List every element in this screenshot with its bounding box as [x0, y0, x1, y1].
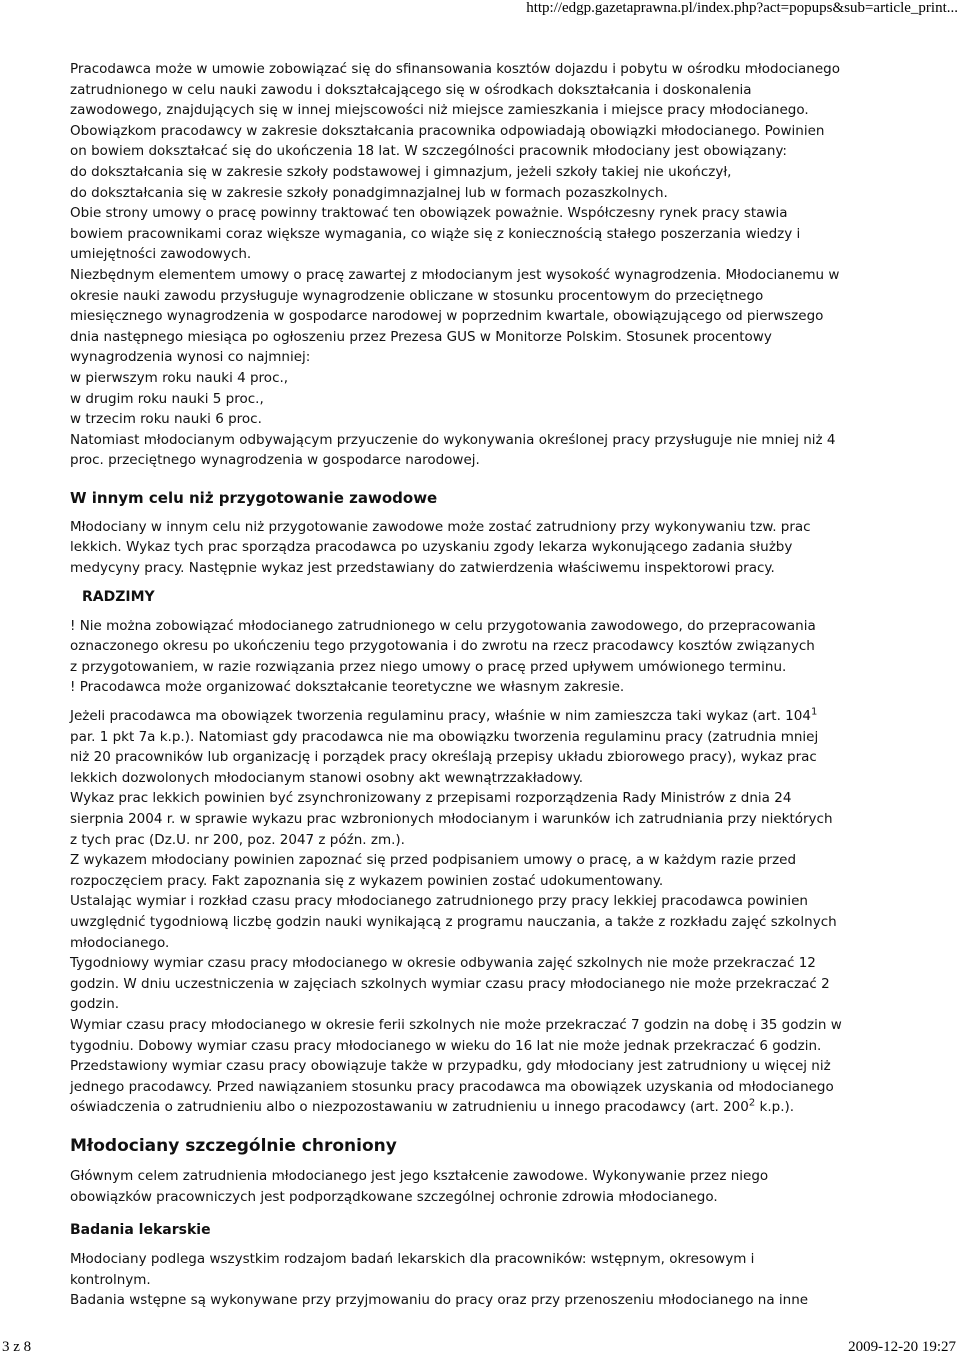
- text-line: w drugim roku nauki 5 proc.,: [70, 390, 264, 407]
- text-line: Głównym celem zatrudnienia młodocianego jest jego kształcenie zawodowe. Wykonywanie przez niego: [70, 1167, 769, 1184]
- text-line: Młodociany w innym celu niż przygotowanie zawodowe może zostać zatrudniony przy wykonywaniu tzw. prac: [70, 518, 811, 535]
- text-line: Ustalając wymiar i rozkład czasu pracy młodocianego zatrudnionego przy pracy lekkiej pracodawca powinien: [70, 893, 808, 910]
- text-line: Pracodawca może w umowie zobowiązać się do sfinansowania kosztów dojazdu i pobytu w ośrodku młodocianego: [70, 61, 840, 77]
- print-datetime: 2009-12-20 19:27: [848, 1339, 956, 1355]
- text-line: z przygotowaniem, w razie rozwiązania przez niego umowy o pracę przed upływem umówionego terminu.: [70, 658, 787, 675]
- text-line: do dokształcania się w zakresie szkoły podstawowej i gimnazjum, jeżeli szkoły takiej nie ukończył,: [70, 163, 732, 180]
- text-line: [70, 1097, 910, 1118]
- section-heading-other-purpose: W innym celu niż przygotowanie zawodowe: [70, 488, 438, 507]
- text-line: kontrolnym.: [70, 1271, 151, 1288]
- text-line: ! Nie można zobowiązać młodocianego zatrudnionego w celu przygotowania zawodowego, do przepracowania: [70, 617, 816, 634]
- print-url: http://edgp.gazetaprawna.pl/index.php?act=popups&sub=article_print...: [526, 0, 958, 16]
- intro-paragraph: [70, 59, 910, 471]
- paragraph: [70, 1166, 910, 1207]
- text-line: z tych prac (Dz.U. nr 200, poz. 2047 z późn. zm.).: [70, 831, 405, 848]
- text-line: miesięcznego wynagrodzenia w gospodarce narodowej w poprzednim kwartale, obowiązującego od pierwszego: [70, 308, 824, 325]
- text-line: tygodniu. Dobowy wymiar czasu pracy młodocianego w wieku do 16 lat nie może jednak przekraczać 6 godzin.: [70, 1037, 822, 1054]
- text-segment: k.p.).: [755, 1099, 795, 1116]
- text-line: on bowiem dokształcać się do ukończenia 18 lat. W szczególności pracownik młodociany jest obowiązany:: [70, 143, 787, 160]
- text-line: w pierwszym roku nauki 4 proc.,: [70, 369, 289, 386]
- paragraph: [70, 517, 910, 579]
- text-line: umiejętności zawodowych.: [70, 246, 252, 263]
- text-segment: oświadczenia o zatrudnieniu albo o niezpozostawaniu w zatrudnieniu u innego pracodawcy (art. 200: [70, 1099, 749, 1116]
- text-line: Z wykazem młodociany powinien zapoznać się przed podpisaniem umowy o pracę, a w każdym razie przed: [70, 852, 797, 869]
- text-segment: Jeżeli pracodawca ma obowiązek tworzenia regulaminu pracy, właśnie w nim zamieszcza taki wykaz (art. 104: [70, 708, 811, 725]
- text-line: zatrudnionego w celu nauki zawodu i dokształcającego się w ośrodkach dokształcania i doskonalenia: [70, 81, 752, 98]
- text-line: oznaczonego okresu po ukończeniu tego przygotowania i do zwrotu na rzecz pracodawcy kosztów związanych: [70, 638, 815, 655]
- text-line: sierpnia 2004 r. w sprawie wykazu prac wzbronionych młodocianym i warunków ich zatrudniania przy niektórych: [70, 811, 833, 827]
- superscript: 2: [748, 1097, 756, 1109]
- text-line: wynagrodzenia wynosi co najmniej:: [70, 349, 311, 366]
- section-heading-protected: Młodociany szczególnie chroniony: [70, 1135, 397, 1156]
- text-line: Tygodniowy wymiar czasu pracy młodocianego w okresie odbywania zajęć szkolnych nie może przekraczać 12: [70, 955, 816, 972]
- text-line: rozpoczęciem pracy. Fakt zapoznania się z wykazem powinien zostać udokumentowany.: [70, 872, 664, 889]
- text-line: młodocianego.: [70, 934, 170, 951]
- paragraph: [70, 706, 910, 1118]
- text-line: proc. przeciętnego wynagrodzenia w gospodarce narodowej.: [70, 452, 480, 469]
- text-line: lekkich. Wykaz tych prac sporządza pracodawca po uzyskaniu zgody lekarza wykonującego zadania służby: [70, 539, 793, 556]
- text-line: medycyny pracy. Następnie wykaz jest przedstawiany do zatwierdzenia właściwemu inspektorowi pracy.: [70, 560, 775, 577]
- text-line: Wykaz prac lekkich powinien być zsynchronizowany z przepisami rozporządzenia Rady Ministrów z dnia 24: [70, 790, 792, 807]
- advise-label: RADZIMY: [82, 588, 155, 605]
- superscript: 1: [810, 706, 818, 718]
- text-line: godzin.: [70, 996, 120, 1013]
- text-line: uwzględnić tygodniową liczbę godzin nauki wynikającą z programu nauczania, a także z rozkładu zajęć szkolnych: [70, 913, 837, 930]
- text-line: niż 20 pracowników lub organizację i porządek pracy określają przepisy układu zbiorowego pracy), wykaz prac: [70, 749, 817, 766]
- text-line: dnia następnego miesiąca po ogłoszeniu przez Prezesa GUS w Monitorze Polskim. Stosunek procentowy: [70, 328, 772, 345]
- text-line: Obowiązkom pracodawcy w zakresie dokształcania pracownika odpowiadają obowiązki młodocianego. Powinien: [70, 122, 825, 139]
- advice-tip: [70, 616, 910, 678]
- text-line: Natomiast młodocianym odbywającym przyuczenie do wykonywania określonej pracy przysługuje nie mniej niż 4: [70, 431, 836, 448]
- text-line: par. 1 pkt 7a k.p.). Natomiast gdy pracodawca nie ma obowiązku tworzenia regulaminu pracy (zatrudnia mniej: [70, 728, 819, 745]
- text-line: Przedstawiony wymiar czasu pracy obowiązuje także w przypadku, gdy młodociany jest zatrudniony u więcej niż: [70, 1058, 831, 1075]
- article-body: [70, 59, 910, 1311]
- text-line: lekkich dozwolonych młodocianym stanowi osobny akt wewnątrzzakładowy.: [70, 769, 584, 786]
- text-line: obowiązków pracowniczych jest podporządkowane szczególnej ochronie zdrowia młodocianego.: [70, 1188, 718, 1205]
- text-line: bowiem pracownikami coraz większe wymagania, co wiąże się z koniecznością stałego poszerzania wiedzy i: [70, 225, 801, 242]
- text-line: w trzecim roku nauki 6 proc.: [70, 411, 262, 428]
- text-line: godzin. W dniu uczestniczenia w zajęciach szkolnych wymiar czasu pracy młodocianego nie może przekraczać 2: [70, 975, 830, 992]
- text-line: Niezbędnym elementem umowy o pracę zawartej z młodocianym jest wysokość wynagrodzenia. Młodocianemu w: [70, 266, 840, 283]
- text-line: zawodowego, znajdujących się w innej miejscowości niż miejsce zamieszkania i miejsce pracy młodocianego.: [70, 102, 809, 119]
- advice-tip: [70, 677, 910, 698]
- paragraph: [70, 1249, 910, 1311]
- text-line: do dokształcania się w zakresie szkoły ponadgimnazjalnej lub w formach pozaszkolnych.: [70, 184, 668, 201]
- text-line: okresie nauki zawodu przysługuje wynagrodzenie obliczane w stosunku procentowym do przeciętnego: [70, 287, 764, 304]
- text-line: Obie strony umowy o pracę powinny traktować ten obowiązek poważnie. Współczesny rynek pracy stawia: [70, 205, 788, 222]
- section-heading-medical: Badania lekarskie: [70, 1222, 211, 1239]
- text-line: Wymiar czasu pracy młodocianego w okresie ferii szkolnych nie może przekraczać 7 godzin na dobę i 35 godzin w: [70, 1016, 842, 1033]
- text-line: [70, 706, 910, 727]
- text-line: jednego pracodawcy. Przed nawiązaniem stosunku pracy pracodawca ma obowiązek uzyskania od młodocianego: [70, 1078, 834, 1095]
- text-line: Badania wstępne są wykonywane przy przyjmowaniu do pracy oraz przy przenoszeniu młodocianego na inne: [70, 1292, 809, 1309]
- text-line: ! Pracodawca może organizować dokształcanie teoretyczne we własnym zakresie.: [70, 679, 625, 696]
- page-number: 3 z 8: [2, 1339, 32, 1355]
- text-line: Młodociany podlega wszystkim rodzajom badań lekarskich dla pracowników: wstępnym, okresowym i: [70, 1251, 755, 1268]
